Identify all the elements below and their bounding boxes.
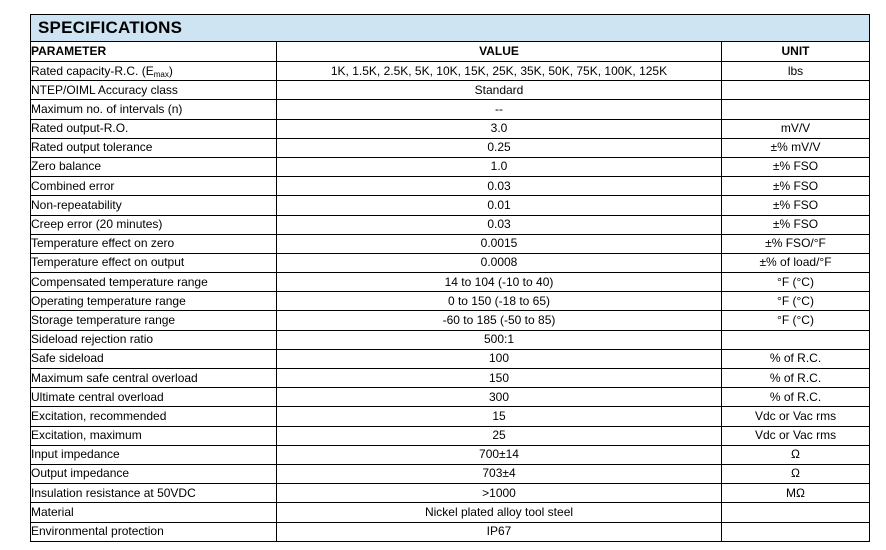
unit-cell: °F (°C) (722, 273, 870, 292)
value-cell: -60 to 185 (-50 to 85) (277, 311, 722, 330)
table-row (31, 100, 870, 119)
parameter-cell: Compensated temperature range (31, 273, 277, 292)
column-header-parameter: PARAMETER (31, 42, 277, 62)
value-cell: IP67 (277, 522, 722, 541)
value-cell: 0.03 (277, 177, 722, 196)
table-row (31, 292, 870, 311)
parameter-cell: Input impedance (31, 445, 277, 464)
table-row (31, 253, 870, 272)
table-row (31, 445, 870, 464)
parameter-cell: Rated capacity-R.C. $(E_{max})$ (31, 62, 277, 81)
value-cell: 3.0 (277, 119, 722, 138)
value-cell: 25 (277, 426, 722, 445)
unit-cell: % of R.C. (722, 369, 870, 388)
parameter-cell: Output impedance (31, 464, 277, 483)
banner-title: SPECIFICATIONS (38, 17, 183, 37)
parameter-cell: Maximum safe central overload (31, 369, 277, 388)
unit-cell (722, 503, 870, 522)
value-cell: 0.03 (277, 215, 722, 234)
parameter-cell: Material (31, 503, 277, 522)
value-cell: 100 (277, 349, 722, 368)
parameter-cell: Creep error (20 minutes) (31, 215, 277, 234)
parameter-cell: Non-repeatability (31, 196, 277, 215)
unit-cell: Ω (722, 464, 870, 483)
parameter-subscript: max (153, 69, 169, 79)
table-row (31, 196, 870, 215)
unit-cell: ±% FSO/°F (722, 234, 870, 253)
unit-cell (722, 81, 870, 100)
value-cell: 15 (277, 407, 722, 426)
parameter-cell: Safe sideload (31, 349, 277, 368)
specifications-section (30, 14, 870, 542)
table-row (31, 138, 870, 157)
table-row (31, 119, 870, 138)
unit-cell: ±% FSO (722, 157, 870, 176)
unit-cell: % of R.C. (722, 388, 870, 407)
column-header-row (31, 42, 870, 62)
specifications-table (30, 14, 870, 542)
table-row (31, 484, 870, 503)
table-row (31, 407, 870, 426)
unit-cell: Vdc or Vac rms (722, 407, 870, 426)
value-cell: -- (277, 100, 722, 119)
unit-cell: °F (°C) (722, 292, 870, 311)
unit-cell: Vdc or Vac rms (722, 426, 870, 445)
unit-cell (722, 522, 870, 541)
parameter-cell: Insulation resistance at 50VDC (31, 484, 277, 503)
table-row (31, 311, 870, 330)
value-cell: Standard (277, 81, 722, 100)
value-cell: 1K, 1.5K, 2.5K, 5K, 10K, 15K, 25K, 35K, 50K, 75K, 100K, 125K (277, 62, 722, 81)
parameter-cell: Environmental protection (31, 522, 277, 541)
table-row (31, 426, 870, 445)
value-cell: 150 (277, 369, 722, 388)
parameter-cell: Ultimate central overload (31, 388, 277, 407)
unit-cell (722, 100, 870, 119)
value-cell: 0.0008 (277, 253, 722, 272)
value-cell: 700±14 (277, 445, 722, 464)
parameter-cell: Temperature effect on output (31, 253, 277, 272)
unit-cell: ±% FSO (722, 196, 870, 215)
table-row (31, 273, 870, 292)
unit-cell: ±% FSO (722, 177, 870, 196)
unit-cell: lbs (722, 62, 870, 81)
table-row (31, 157, 870, 176)
unit-cell: MΩ (722, 484, 870, 503)
parameter-cell: Excitation, recommended (31, 407, 277, 426)
parameter-cell: Temperature effect on zero (31, 234, 277, 253)
column-header-value: VALUE (277, 42, 722, 62)
parameter-cell: Operating temperature range (31, 292, 277, 311)
unit-cell: mV/V (722, 119, 870, 138)
table-row (31, 369, 870, 388)
unit-cell: °F (°C) (722, 311, 870, 330)
table-row (31, 503, 870, 522)
unit-cell (722, 330, 870, 349)
value-cell: 703±4 (277, 464, 722, 483)
unit-cell: Ω (722, 445, 870, 464)
value-cell: 0.25 (277, 138, 722, 157)
table-row (31, 522, 870, 541)
parameter-cell: Zero balance (31, 157, 277, 176)
parameter-cell: NTEP/OIML Accuracy class (31, 81, 277, 100)
table-row (31, 177, 870, 196)
unit-cell: ±% FSO (722, 215, 870, 234)
parameter-cell: Rated output-R.O. (31, 119, 277, 138)
parameter-cell: Sideload rejection ratio (31, 330, 277, 349)
value-cell: 500:1 (277, 330, 722, 349)
table-banner-row (31, 15, 870, 42)
value-cell: 0.0015 (277, 234, 722, 253)
value-cell: 300 (277, 388, 722, 407)
table-row (31, 388, 870, 407)
table-row (31, 330, 870, 349)
table-row (31, 62, 870, 81)
value-cell: >1000 (277, 484, 722, 503)
parameter-cell: Combined error (31, 177, 277, 196)
parameter-cell: Maximum no. of intervals (n) (31, 100, 277, 119)
value-cell: 0.01 (277, 196, 722, 215)
value-cell: 0 to 150 (-18 to 65) (277, 292, 722, 311)
unit-cell: ±% of load/°F (722, 253, 870, 272)
value-cell: Nickel plated alloy tool steel (277, 503, 722, 522)
specifications-banner (31, 15, 870, 42)
table-row (31, 464, 870, 483)
table-row (31, 234, 870, 253)
unit-cell: % of R.C. (722, 349, 870, 368)
value-cell: 1.0 (277, 157, 722, 176)
table-row (31, 81, 870, 100)
table-body (31, 62, 870, 542)
table-row (31, 215, 870, 234)
parameter-cell: Excitation, maximum (31, 426, 277, 445)
table-row (31, 349, 870, 368)
column-header-unit: UNIT (722, 42, 870, 62)
unit-cell: ±% mV/V (722, 138, 870, 157)
parameter-cell: Storage temperature range (31, 311, 277, 330)
parameter-cell: Rated output tolerance (31, 138, 277, 157)
value-cell: 14 to 104 (-10 to 40) (277, 273, 722, 292)
